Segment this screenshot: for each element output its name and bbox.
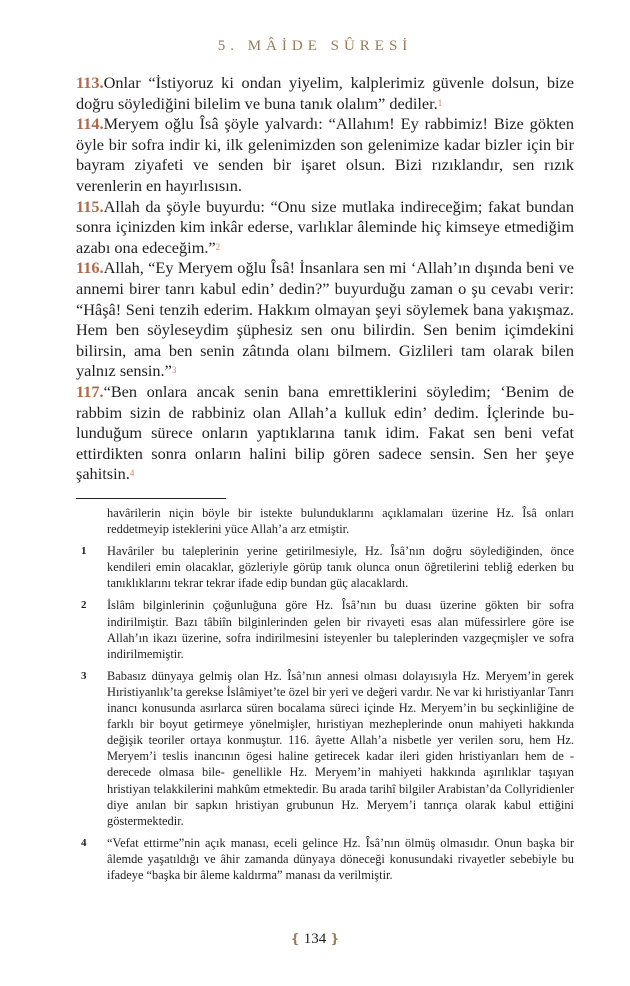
footnote-number: 2 bbox=[81, 599, 87, 612]
footnote-ref[interactable]: 4 bbox=[129, 468, 135, 479]
verse-text: Onlar “İstiyoruz ki ondan yiyelim, kalplerimiz güvenle dolsun, bize doğru söylediğini bilelim ve buna tanık olalım” dediler. bbox=[76, 73, 574, 113]
verse-number: 116. bbox=[76, 258, 104, 278]
footnote-text: İslâm bilginlerinin çoğunluğuna göre Hz. Îsâ’nın bu duası üzerine gökten bir sofra indirilmiştir. Bazı tâbiîn bilginlerinden gelen bir rivayeti esas alan müfessirlere göre ise Allah’ın ikazı üzerine, sofra indirilmesini isteyenler bu taleplerinden vazgeçmişler ve sofra indirilmemiştir. bbox=[107, 598, 574, 661]
footnote-text: “Vefat ettirme”nin açık manası, eceli gelince Hz. Îsâ’nın ölmüş olmasıdır. Onun başka bir âlemde yaşatıldığı ve âhir zamanda dünyaya döneceği konusundaki rivayetler sebebiyle bu ifadeye “başka bir âleme kaldırma” manası da verilmiştir. bbox=[107, 835, 574, 882]
footnote-continuation: havârilerin niçin böyle bir istekte bulunduklarını açıklamaları üzerine Hz. Îsâ onları reddetmeyip isteklerini yüce Allah’a arz etmiştir. bbox=[107, 506, 574, 537]
verse-115 bbox=[76, 197, 574, 259]
footnote-1 bbox=[76, 543, 574, 591]
verse-number: 117. bbox=[76, 381, 104, 401]
footnote-divider bbox=[76, 498, 226, 499]
ornament-left-icon: ❴ bbox=[289, 931, 301, 946]
page-header: 5. MÂİDE SÛRESİ bbox=[217, 38, 413, 54]
verse-number: 113. bbox=[76, 73, 104, 92]
verse-117 bbox=[76, 382, 574, 485]
footnote-2 bbox=[76, 597, 574, 661]
ornament-right-icon: ❵ bbox=[329, 931, 341, 946]
footnote-4 bbox=[76, 835, 574, 883]
verse-113 bbox=[76, 73, 574, 114]
footnote-number: 4 bbox=[81, 836, 87, 849]
footnote-ref[interactable]: 3 bbox=[171, 365, 177, 376]
footnote-ref[interactable]: 2 bbox=[215, 241, 221, 252]
verse-114 bbox=[76, 114, 574, 196]
footnote-number: 3 bbox=[81, 669, 87, 682]
verse-number: 115. bbox=[76, 196, 104, 216]
verse-text: “Ben onlara ancak senin bana emrettiklerini söyledim; ‘Benim de rabbim sizin de rabbiniz olan Allah’a kulluk edin’ dedim. İçlerinde bulunduğum sürece onların yaptıklarına tanık idim. Fakat sen beni vefat ettirdikten sonra onların halini bilip gören sadece sensin. Sen her şeye şahitsin. bbox=[76, 381, 574, 484]
page-footer bbox=[0, 931, 630, 948]
verse-text: Allah da şöyle buyurdu: “Onu size mutlaka indireceğim; fakat bundan sonra içinizden kim inkâr ederse, varlıklar âleminde hiç kimseye etmediğim azabı ona edeceğim.” bbox=[76, 196, 574, 257]
verse-text: Meryem oğlu Îsâ şöyle yalvardı: “Allahım! Ey rabbimiz! Bize gökten öyle bir sofra indir ki, ilk gelenimizden son gelenimize kadar bizler için bir bayram ziyafeti ve senden bir işaret olsun. Bizi rızıklandır, sen rızık verenlerin en hayırlısısın. bbox=[76, 114, 574, 195]
page-number: 134 bbox=[303, 931, 327, 947]
footnotes bbox=[76, 505, 574, 889]
footnote-text: Babasız dünyaya gelmiş olan Hz. Îsâ’nın annesi olması dolayısıyla Hz. Meryem’in gerek Hıristiyanlık’ta gerekse İslâmiyet’te özel bir yeri ve değeri vardır. Ne var ki hıristiyanlar Tanrı inancı konusunda asırlarca süren bocalama süreci içinde Hz. Meryem’in bu seçkinliğine de farklı bir boyut getirmeye yönelmişler, hıristiyan mezheplerinde onun mahiyeti hakkında değişik teoriler ortaya konmuştur. 116. âyette Allah’a nisbetle yer verilen soru, hem Hz. Meryem’i teslis inancının ögesi haline getirecek kadar ileri giden hristiyanları hem de -derecede olmasa bile- genellikle Hz. Meryem’in mahiyeti hakkında aşırılıklar taşıyan hristiyan telakkilerini mahkûm etmektedir. Bu arada tarihî bilgiler Arabistan’da Collyridienler diye anılan bir sapkın hristiyan grubunun Hz. Meryem’i tanrıça olarak kabul ettiğini göstermektedir. bbox=[107, 668, 574, 828]
verse-116 bbox=[76, 258, 574, 382]
footnote-number: 1 bbox=[81, 545, 87, 558]
verse-body bbox=[76, 73, 574, 485]
verse-number: 114. bbox=[76, 114, 104, 134]
footnote-ref[interactable]: 1 bbox=[437, 97, 443, 108]
footnote-text: Havâriler bu taleplerinin yerine getirilmesiyle, Hz. Îsâ’nın doğru söylediğinden, önce kendileri emin olacaklar, gözleriyle görüp tanık olunca onun öğretilerini tebliğ ederken bu tanıklıklarını tekrar tekrar ifade edip bundan güç alacaklardı. bbox=[107, 544, 574, 591]
footnote-3 bbox=[76, 668, 574, 829]
verse-text: Allah, “Ey Meryem oğlu Îsâ! İnsanlara sen mi ‘Allah’ın dışında beni ve annemi birer tanrı kabul edin’ dedin?” buyurduğu zaman o şu cevabı verir: “Hâşâ! Seni tenzih ederim. Hakkım olmayan şeyi söylemek bana yakışmaz. Hem ben söyleseydim şüphesiz sen onu bilirdin. Sen benim içimdekini bilirsin, ama ben senin zâtında olanı bilmem. Gizlileri tam olarak bilen yalnız sensin.” bbox=[76, 258, 574, 381]
